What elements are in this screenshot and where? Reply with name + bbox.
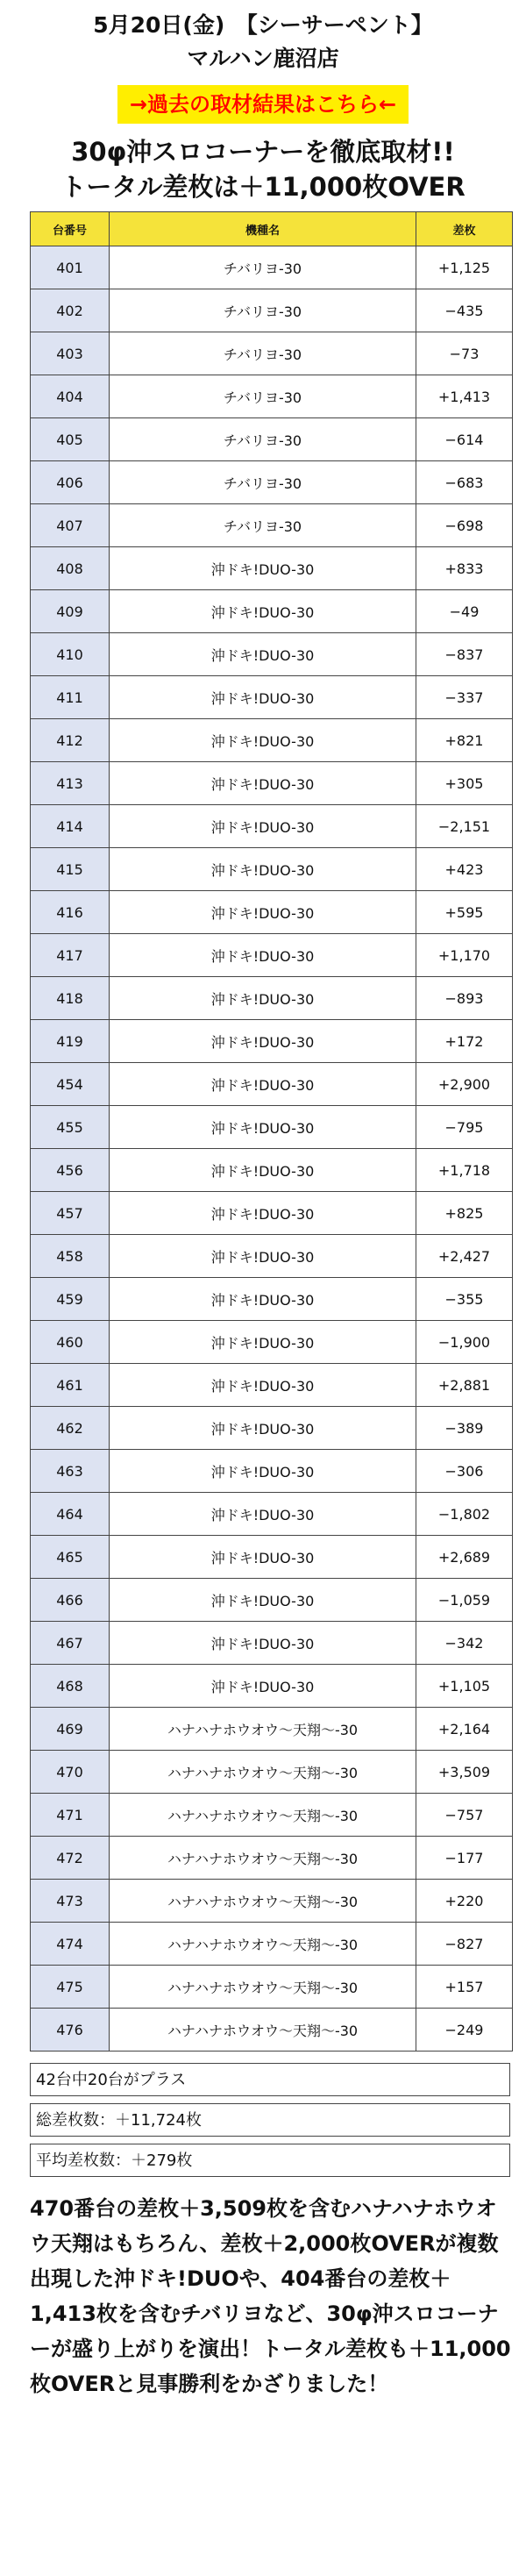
- cell-machine: 沖ドキ!DUO-30: [110, 762, 416, 805]
- cell-machine: 沖ドキ!DUO-30: [110, 848, 416, 891]
- table-row: [31, 1923, 513, 1966]
- cell-machine: チバリヨ-30: [110, 332, 416, 375]
- table-row: [31, 1708, 513, 1751]
- table-row: [31, 1020, 513, 1063]
- cell-number: 455: [31, 1106, 110, 1149]
- cell-machine: チバリヨ-30: [110, 504, 416, 547]
- table-row: [31, 1235, 513, 1278]
- cell-number: 470: [31, 1751, 110, 1794]
- cell-machine: チバリヨ-30: [110, 246, 416, 289]
- cell-machine: 沖ドキ!DUO-30: [110, 1665, 416, 1708]
- cell-diff: +2,164: [416, 1708, 513, 1751]
- cell-number: 412: [31, 719, 110, 762]
- cell-diff: +2,427: [416, 1235, 513, 1278]
- cell-number: 476: [31, 2009, 110, 2052]
- table-row: [31, 1493, 513, 1536]
- cell-diff: −337: [416, 676, 513, 719]
- cell-diff: −827: [416, 1923, 513, 1966]
- cell-number: 467: [31, 1622, 110, 1665]
- table-row: [31, 934, 513, 977]
- cell-number: 456: [31, 1149, 110, 1192]
- table-row: [31, 2009, 513, 2052]
- cell-machine: 沖ドキ!DUO-30: [110, 1364, 416, 1407]
- cell-diff: +2,689: [416, 1536, 513, 1579]
- cell-diff: −698: [416, 504, 513, 547]
- cell-diff: −795: [416, 1106, 513, 1149]
- cell-diff: −1,900: [416, 1321, 513, 1364]
- table-row: [31, 1192, 513, 1235]
- table-row: [31, 805, 513, 848]
- cell-machine: 沖ドキ!DUO-30: [110, 891, 416, 934]
- cell-machine: チバリヨ-30: [110, 461, 416, 504]
- cell-number: 403: [31, 332, 110, 375]
- headline-total: トータル差枚は＋11,000枚OVER: [60, 172, 466, 202]
- table-row: [31, 1837, 513, 1880]
- table-row: [31, 1622, 513, 1665]
- cell-machine: ハナハナホウオウ〜天翔〜-30: [110, 1837, 416, 1880]
- cell-machine: 沖ドキ!DUO-30: [110, 1020, 416, 1063]
- cell-diff: −683: [416, 461, 513, 504]
- cell-machine: 沖ドキ!DUO-30: [110, 1106, 416, 1149]
- headline-main: 30φ沖スロコーナーを徹底取材!!: [71, 137, 455, 167]
- col-header-number: 台番号: [31, 212, 110, 246]
- past-results-banner: [0, 85, 526, 124]
- cell-machine: 沖ドキ!DUO-30: [110, 590, 416, 633]
- cell-diff: −177: [416, 1837, 513, 1880]
- cell-diff: −2,151: [416, 805, 513, 848]
- cell-machine: 沖ドキ!DUO-30: [110, 1622, 416, 1665]
- cell-number: 457: [31, 1192, 110, 1235]
- cell-diff: −1,802: [416, 1493, 513, 1536]
- cell-machine: チバリヨ-30: [110, 375, 416, 418]
- cell-machine: 沖ドキ!DUO-30: [110, 1278, 416, 1321]
- cell-machine: チバリヨ-30: [110, 418, 416, 461]
- table-row: [31, 1751, 513, 1794]
- cell-number: 474: [31, 1923, 110, 1966]
- table-row: [31, 1536, 513, 1579]
- cell-number: 459: [31, 1278, 110, 1321]
- cell-number: 464: [31, 1493, 110, 1536]
- cell-diff: +1,413: [416, 375, 513, 418]
- table-row: [31, 504, 513, 547]
- cell-number: 475: [31, 1966, 110, 2009]
- cell-number: 473: [31, 1880, 110, 1923]
- table-row: [31, 289, 513, 332]
- cell-diff: −893: [416, 977, 513, 1020]
- cell-machine: ハナハナホウオウ〜天翔〜-30: [110, 1923, 416, 1966]
- cell-number: 419: [31, 1020, 110, 1063]
- cell-diff: −49: [416, 590, 513, 633]
- cell-machine: 沖ドキ!DUO-30: [110, 1407, 416, 1450]
- cell-number: 472: [31, 1837, 110, 1880]
- cell-number: 414: [31, 805, 110, 848]
- cell-machine: 沖ドキ!DUO-30: [110, 1450, 416, 1493]
- cell-machine: 沖ドキ!DUO-30: [110, 633, 416, 676]
- cell-machine: ハナハナホウオウ〜天翔〜-30: [110, 1880, 416, 1923]
- col-header-machine: 機種名: [110, 212, 416, 246]
- cell-machine: ハナハナホウオウ〜天翔〜-30: [110, 1708, 416, 1751]
- table-header-row: [31, 212, 513, 246]
- table-row: [31, 375, 513, 418]
- table-body: [31, 246, 513, 2052]
- cell-diff: −249: [416, 2009, 513, 2052]
- cell-number: 409: [31, 590, 110, 633]
- event-date-title: 5月20日(金) 【シーサーペント】: [93, 12, 433, 38]
- cell-machine: 沖ドキ!DUO-30: [110, 1536, 416, 1579]
- result-description: 470番台の差枚＋3,509枚を含むハナハナホウオウ天翔はもちろん、差枚＋2,000枚OVERが複数出現した沖ドキ!DUOや、404番台の差枚＋1,413枚を含むチバリヨなど、30φ沖スロコーナーが盛り上がりを演出！トータル差枚も＋11,000枚OVERと見事勝利をかざりました！: [30, 2196, 511, 2396]
- cell-number: 408: [31, 547, 110, 590]
- table-row: [31, 1106, 513, 1149]
- table-row: [31, 633, 513, 676]
- cell-diff: −837: [416, 633, 513, 676]
- cell-diff: +821: [416, 719, 513, 762]
- table-row: [31, 590, 513, 633]
- cell-machine: ハナハナホウオウ〜天翔〜-30: [110, 1794, 416, 1837]
- table-row: [31, 246, 513, 289]
- cell-number: 405: [31, 418, 110, 461]
- summary-total: 総差枚数：＋11,724枚: [30, 2103, 510, 2137]
- cell-number: 411: [31, 676, 110, 719]
- cell-diff: +1,125: [416, 246, 513, 289]
- cell-number: 468: [31, 1665, 110, 1708]
- cell-diff: −757: [416, 1794, 513, 1837]
- cell-machine: 沖ドキ!DUO-30: [110, 1493, 416, 1536]
- cell-number: 458: [31, 1235, 110, 1278]
- table-row: [31, 1880, 513, 1923]
- cell-number: 404: [31, 375, 110, 418]
- table-row: [31, 418, 513, 461]
- cell-machine: 沖ドキ!DUO-30: [110, 1321, 416, 1364]
- cell-diff: +172: [416, 1020, 513, 1063]
- cell-number: 471: [31, 1794, 110, 1837]
- cell-number: 407: [31, 504, 110, 547]
- cell-diff: −73: [416, 332, 513, 375]
- store-name: マルハン鹿沼店: [187, 46, 339, 71]
- table-row: [31, 547, 513, 590]
- summary-plus-count: 42台中20台がプラス: [30, 2063, 510, 2096]
- cell-machine: ハナハナホウオウ〜天翔〜-30: [110, 2009, 416, 2052]
- table-row: [31, 1407, 513, 1450]
- table-row: [31, 1321, 513, 1364]
- summary-average: 平均差枚数：＋279枚: [30, 2144, 510, 2177]
- table-row: [31, 848, 513, 891]
- cell-diff: −1,059: [416, 1579, 513, 1622]
- table-row: [31, 1966, 513, 2009]
- cell-machine: チバリヨ-30: [110, 289, 416, 332]
- cell-diff: +305: [416, 762, 513, 805]
- cell-diff: −389: [416, 1407, 513, 1450]
- cell-number: 417: [31, 934, 110, 977]
- cell-diff: +220: [416, 1880, 513, 1923]
- table-row: [31, 891, 513, 934]
- cell-number: 402: [31, 289, 110, 332]
- cell-number: 454: [31, 1063, 110, 1106]
- cell-machine: 沖ドキ!DUO-30: [110, 934, 416, 977]
- cell-number: 416: [31, 891, 110, 934]
- table-row: [31, 1450, 513, 1493]
- cell-machine: 沖ドキ!DUO-30: [110, 547, 416, 590]
- cell-machine: 沖ドキ!DUO-30: [110, 1149, 416, 1192]
- table-row: [31, 1579, 513, 1622]
- cell-diff: −435: [416, 289, 513, 332]
- past-results-link[interactable]: →過去の取材結果はこちら←: [117, 85, 409, 124]
- cell-number: 463: [31, 1450, 110, 1493]
- cell-diff: −306: [416, 1450, 513, 1493]
- table-row: [31, 1278, 513, 1321]
- cell-machine: 沖ドキ!DUO-30: [110, 1579, 416, 1622]
- cell-diff: +1,105: [416, 1665, 513, 1708]
- results-table: [30, 211, 513, 2052]
- cell-number: 469: [31, 1708, 110, 1751]
- table-row: [31, 676, 513, 719]
- cell-number: 461: [31, 1364, 110, 1407]
- cell-diff: +1,170: [416, 934, 513, 977]
- table-row: [31, 332, 513, 375]
- cell-number: 410: [31, 633, 110, 676]
- cell-number: 466: [31, 1579, 110, 1622]
- table-row: [31, 1665, 513, 1708]
- cell-diff: −355: [416, 1278, 513, 1321]
- cell-number: 465: [31, 1536, 110, 1579]
- cell-diff: +2,881: [416, 1364, 513, 1407]
- cell-diff: −342: [416, 1622, 513, 1665]
- cell-diff: +1,718: [416, 1149, 513, 1192]
- table-row: [31, 1794, 513, 1837]
- cell-machine: 沖ドキ!DUO-30: [110, 1235, 416, 1278]
- cell-machine: 沖ドキ!DUO-30: [110, 676, 416, 719]
- table-row: [31, 461, 513, 504]
- cell-machine: ハナハナホウオウ〜天翔〜-30: [110, 1751, 416, 1794]
- cell-machine: 沖ドキ!DUO-30: [110, 977, 416, 1020]
- cell-diff: −614: [416, 418, 513, 461]
- cell-number: 406: [31, 461, 110, 504]
- cell-number: 415: [31, 848, 110, 891]
- cell-diff: +595: [416, 891, 513, 934]
- cell-diff: +825: [416, 1192, 513, 1235]
- table-row: [31, 1364, 513, 1407]
- table-row: [31, 1149, 513, 1192]
- cell-machine: 沖ドキ!DUO-30: [110, 1192, 416, 1235]
- cell-diff: +2,900: [416, 1063, 513, 1106]
- cell-machine: 沖ドキ!DUO-30: [110, 805, 416, 848]
- cell-machine: ハナハナホウオウ〜天翔〜-30: [110, 1966, 416, 2009]
- table-row: [31, 719, 513, 762]
- col-header-diff: 差枚: [416, 212, 513, 246]
- cell-number: 413: [31, 762, 110, 805]
- cell-machine: 沖ドキ!DUO-30: [110, 719, 416, 762]
- table-row: [31, 1063, 513, 1106]
- cell-diff: +423: [416, 848, 513, 891]
- table-row: [31, 762, 513, 805]
- cell-number: 401: [31, 246, 110, 289]
- cell-number: 462: [31, 1407, 110, 1450]
- cell-machine: 沖ドキ!DUO-30: [110, 1063, 416, 1106]
- cell-number: 460: [31, 1321, 110, 1364]
- cell-diff: +157: [416, 1966, 513, 2009]
- cell-diff: +833: [416, 547, 513, 590]
- cell-diff: +3,509: [416, 1751, 513, 1794]
- cell-number: 418: [31, 977, 110, 1020]
- table-row: [31, 977, 513, 1020]
